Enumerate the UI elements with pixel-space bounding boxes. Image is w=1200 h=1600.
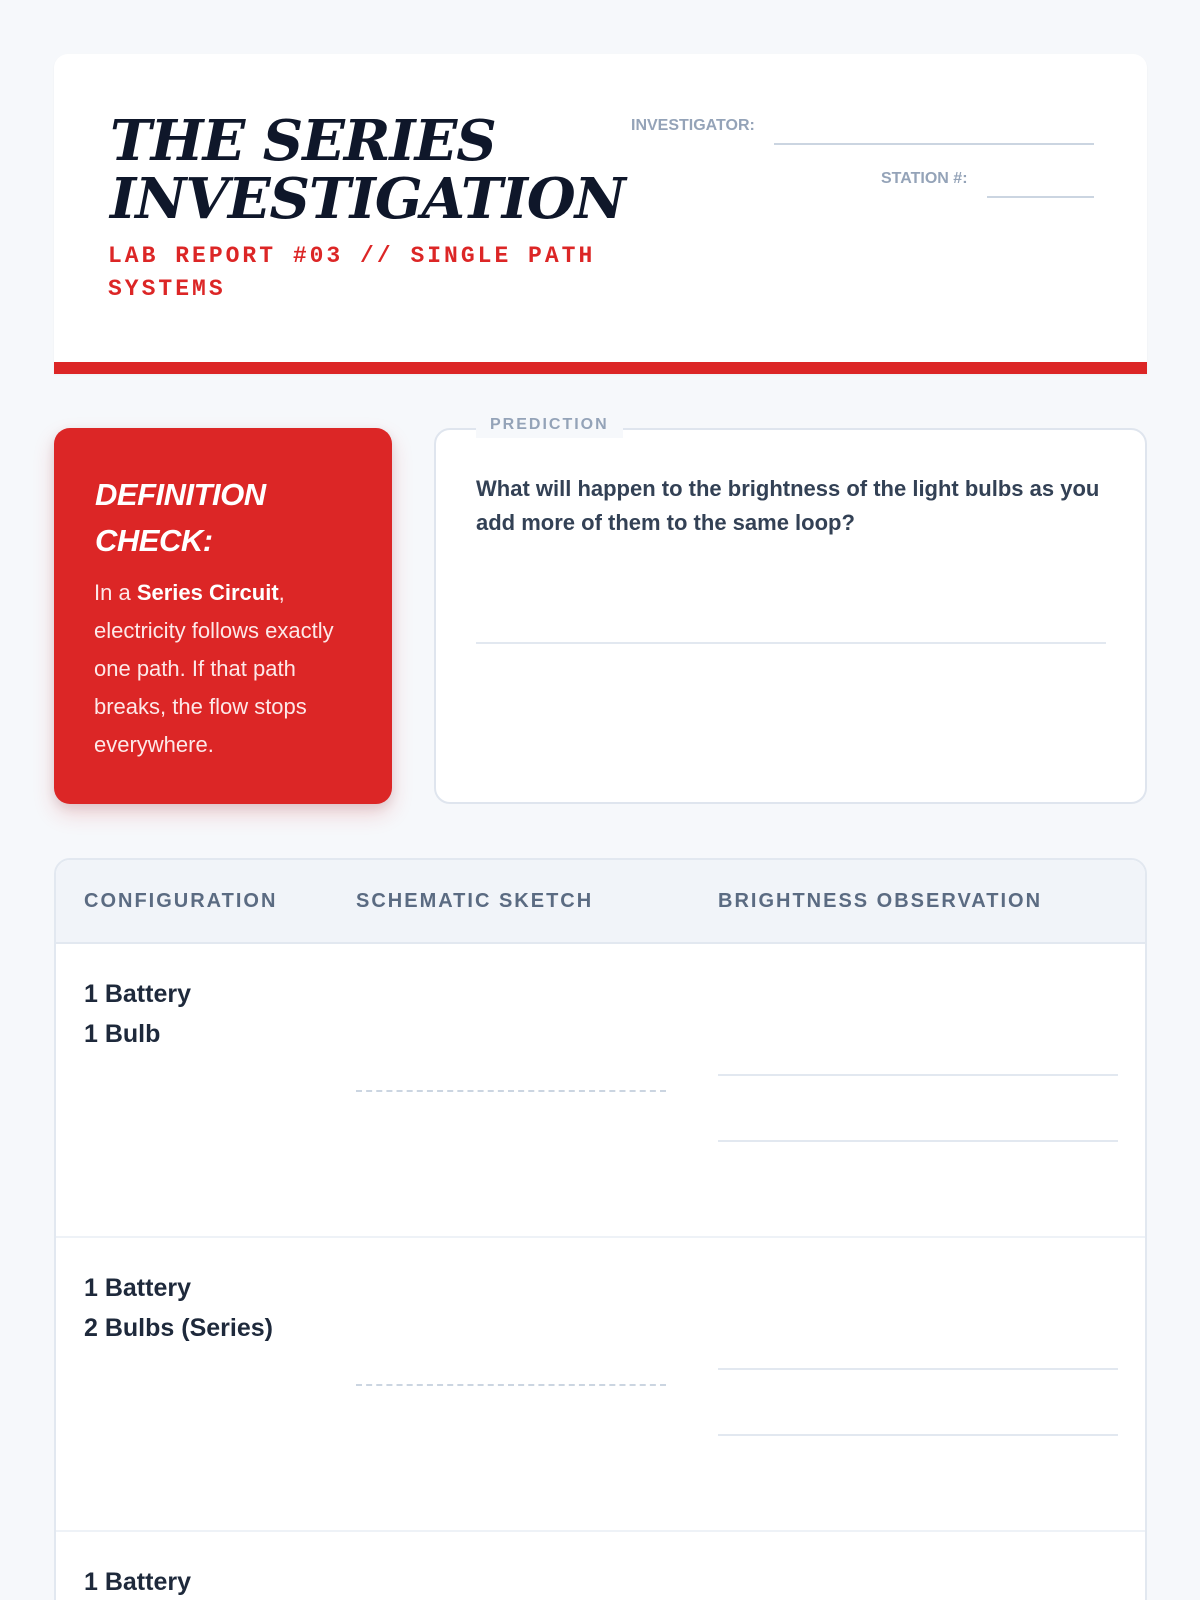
worksheet-header: [54, 54, 1147, 374]
prediction-question: What will happen to the brightness of the light bulbs as you add more of them to the same loop?: [476, 476, 1100, 535]
station-field[interactable]: [987, 196, 1094, 198]
observation-table: [54, 858, 1147, 1600]
table-row: [56, 944, 1145, 1238]
table-header: [56, 860, 1145, 944]
config-line-1: 1 Battery: [84, 1568, 191, 1596]
investigator-field[interactable]: [774, 143, 1094, 145]
observation-line[interactable]: [718, 1074, 1118, 1076]
definition-body: [94, 574, 364, 764]
observation-line[interactable]: [718, 1368, 1118, 1370]
prediction-answer-line[interactable]: [476, 642, 1106, 644]
configuration-cell: [84, 1562, 334, 1600]
sketch-area[interactable]: [356, 1090, 666, 1092]
config-line-2: 2 Bulbs (Series): [84, 1314, 273, 1342]
prediction-card: [434, 416, 1147, 804]
page-title: THE SERIES INVESTIGATION: [110, 108, 625, 232]
page-subtitle: LAB REPORT #03 // SINGLE PATH SYSTEMS: [108, 243, 596, 302]
header-configuration: CONFIGURATION: [84, 890, 278, 912]
config-line-1: 1 Battery: [84, 1274, 191, 1302]
table-row: [56, 1532, 1145, 1600]
definition-text-end: , electricity follows exactly one path. If that path breaks, the flow stops everywhere.: [94, 580, 334, 757]
table-row: [56, 1238, 1145, 1532]
configuration-cell: [84, 974, 334, 1054]
definition-card: [54, 428, 392, 804]
configuration-cell: [84, 1268, 334, 1348]
observation-line[interactable]: [718, 1140, 1118, 1142]
prediction-tag: PREDICTION: [476, 412, 623, 438]
sketch-area[interactable]: [356, 1384, 666, 1386]
config-line-1: 1 Battery: [84, 980, 191, 1008]
header-brightness-observation: BRIGHTNESS OBSERVATION: [718, 890, 1043, 912]
definition-title: DEFINITION CHECK:: [95, 477, 266, 558]
observation-line[interactable]: [718, 1434, 1118, 1436]
station-label: STATION #:: [881, 170, 968, 187]
investigator-label: INVESTIGATOR:: [631, 117, 755, 134]
config-line-2: 1 Bulb: [84, 1020, 161, 1048]
definition-text-start: In a: [94, 580, 137, 605]
definition-term: Series Circuit: [136, 580, 279, 605]
header-schematic-sketch: SCHEMATIC SKETCH: [356, 890, 594, 912]
